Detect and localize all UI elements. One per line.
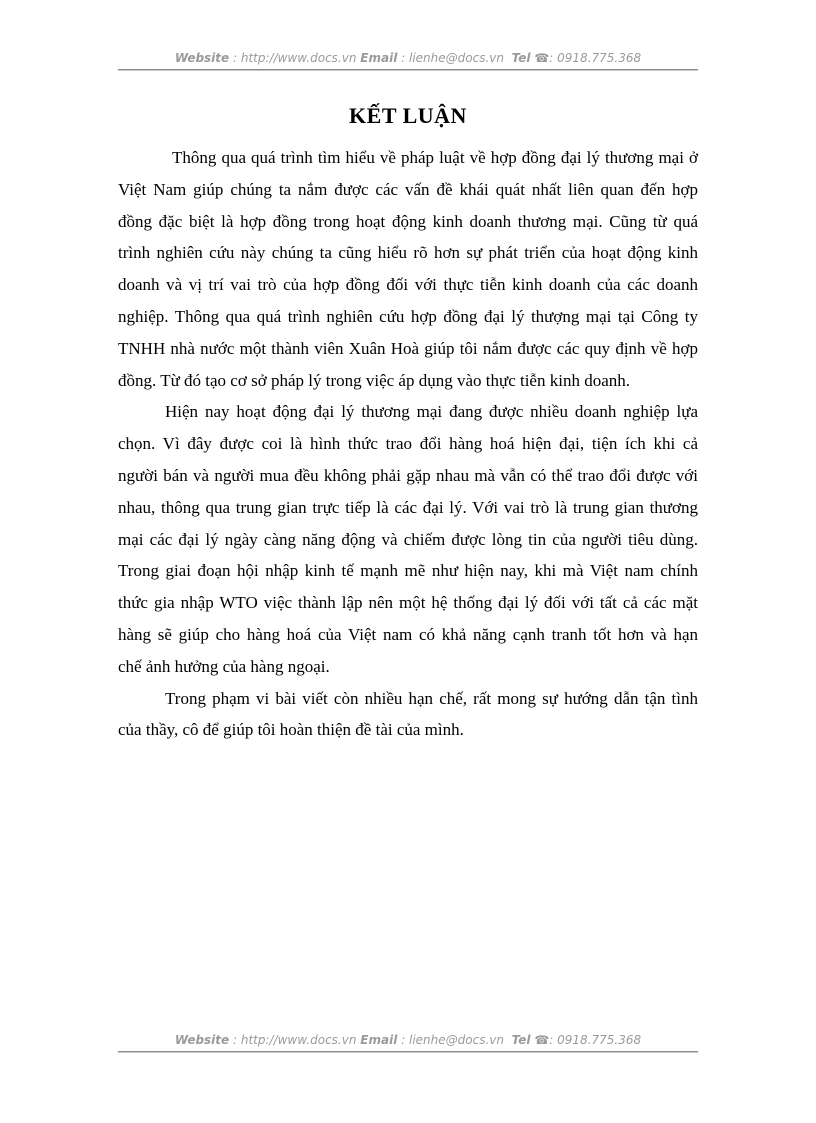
- page-header: [118, 51, 698, 73]
- phone-icon: ☎: [534, 1033, 550, 1047]
- paragraph-1-line: Thông qua quá trình tìm hiểu về pháp luật về hợp đồng đại lý thương mại ở: [172, 148, 698, 167]
- paragraph-2-line: thức gia nhập WTO việc thành lập nên một hệ thống đại lý đối với tất cả các mặt: [118, 593, 698, 612]
- tel-label: Tel: [511, 1033, 531, 1047]
- paragraph-2-line: hàng sẽ giúp cho hàng hoá của Việt nam có khả năng cạnh tranh tốt hơn và hạn: [118, 625, 698, 644]
- website-label: Website: [174, 1033, 230, 1047]
- paragraph-2-line: người bán và người mua đều không phải gặp nhau mà vẫn có thể trao đổi được với: [118, 466, 698, 485]
- footer-rule: [118, 1051, 698, 1053]
- email-label: Email: [360, 51, 398, 65]
- header-rule: [118, 69, 698, 71]
- paragraph-2-line: chế ảnh hưởng của hàng ngoại.: [118, 657, 330, 676]
- page-footer: [118, 1033, 698, 1055]
- paragraph-2-line: chọn. Vì đây được coi là hình thức trao đổi hàng hoá hiện đại, tiện ích khi cả: [118, 434, 698, 453]
- paragraph-3-line: của thầy, cô để giúp tôi hoàn thiện đề tài của mình.: [118, 720, 464, 739]
- paragraph-1-line: đồng. Từ đó tạo cơ sở pháp lý trong việc áp dụng vào thực tiễn kinh doanh.: [118, 371, 631, 390]
- email-value: : lienhe@docs.vn: [401, 51, 504, 65]
- paragraph-2-line: Trong giai đoạn hội nhập kinh tế mạnh mẽ như hiện nay, khi mà Việt nam chính: [118, 561, 698, 580]
- tel-label: Tel: [511, 51, 531, 65]
- email-value: : lienhe@docs.vn: [401, 1033, 504, 1047]
- paragraph-1-line: đồng đặc biệt là hợp đồng trong hoạt động kinh doanh thương mại. Cũng từ quá: [118, 212, 698, 231]
- tel-value: : 0918.775.368: [549, 1033, 642, 1047]
- tel-value: : 0918.775.368: [549, 51, 642, 65]
- website-label: Website: [174, 51, 230, 65]
- phone-icon: ☎: [534, 51, 550, 65]
- paragraph-1-line: Việt Nam giúp chúng ta nắm được các vấn đề khái quát nhất liên quan đến hợp: [118, 180, 698, 199]
- email-label: Email: [360, 1033, 398, 1047]
- paragraph-1-line: doanh và vị trí vai trò của hợp đồng đối với thực tiễn kinh doanh của các doanh: [118, 275, 698, 294]
- paragraph-1-line: trình nghiên cứu này chúng ta cũng hiểu rõ hơn sự phát triển của hoạt động kinh: [118, 243, 698, 262]
- paragraph-2-line: nhau, thông qua trung gian trực tiếp là các đại lý. Với vai trò là trung gian thương: [118, 498, 698, 517]
- paragraph-2-line: Hiện nay hoạt động đại lý thương mại đang được nhiều doanh nghiệp lựa: [165, 402, 698, 421]
- website-value: : http://www.docs.vn: [233, 1033, 357, 1047]
- website-value: : http://www.docs.vn: [233, 51, 357, 65]
- paragraph-1-line: nghiệp. Thông qua quá trình nghiên cứu hợp đồng đại lý thượng mại tại Công ty: [118, 307, 698, 326]
- paragraph-1-line: TNHH nhà nước một thành viên Xuân Hoà giúp tôi nắm được các quy định về hợp: [118, 339, 698, 358]
- page-title: KẾT LUẬN: [349, 103, 467, 128]
- paragraph-3-line: Trong phạm vi bài viết còn nhiều hạn chế, rất mong sự hướng dẫn tận tình: [165, 689, 698, 708]
- paragraph-2-line: mại các đại lý ngày càng năng động và chiếm được lòng tin của người tiêu dùng.: [118, 530, 698, 549]
